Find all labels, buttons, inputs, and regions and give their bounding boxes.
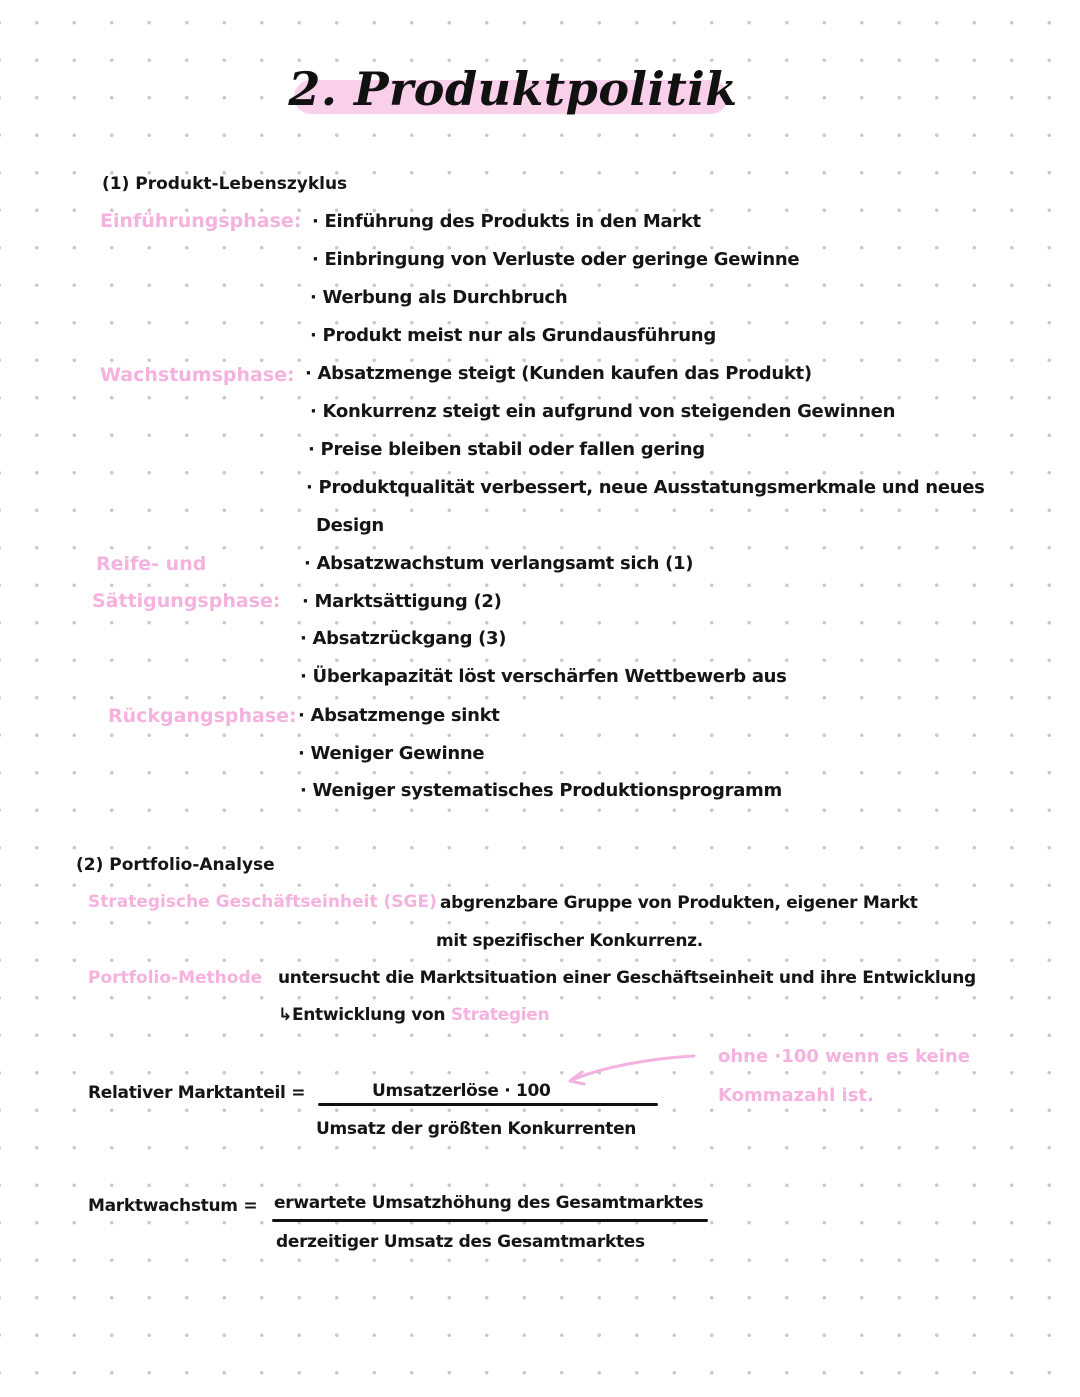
page-title: 2. Produktpolitik [288,62,738,116]
bullet-item: · Produktqualität verbessert, neue Ausstatungsmerkmale und neues [306,477,985,498]
fraction-line [318,1103,658,1106]
bullet-item: · Einbringung von Verluste oder geringe Gewinne [312,249,800,270]
phase-label-reife-line1: Reife- und [96,553,207,575]
bullet-item-continued: Design [316,515,384,536]
bullet-item: · Absatzwachstum verlangsamt sich (1) [304,553,694,574]
phase-label-rueckgang: Rückgangsphase: [108,705,297,727]
formula-label-marktwachstum: Marktwachstum = [88,1196,258,1216]
definition-sge-line1: abgrenzbare Gruppe von Produkten, eigener Markt [440,893,918,913]
formula-denominator-growth: derzeitiger Umsatz des Gesamtmarktes [276,1232,645,1252]
note-line2: Kommazahl ist. [718,1085,874,1106]
definition-portfolio-line1: untersucht die Marktsituation einer Geschäftseinheit und ihre Entwicklung [278,968,976,988]
bullet-item: · Produkt meist nur als Grundausführung [310,325,716,346]
bullet-item: · Weniger systematisches Produktionsprogramm [300,780,782,801]
phase-label-einfuehrung: Einführungsphase: [100,210,302,232]
bullet-item: · Absatzrückgang (3) [300,628,507,649]
section-heading-portfolio: (2) Portfolio-Analyse [76,855,275,875]
bullet-item: · Absatzmenge steigt (Kunden kaufen das Produkt) [305,363,812,384]
bullet-item: · Preise bleiben stabil oder fallen gering [308,439,705,460]
formula-numerator-growth: erwartete Umsatzhöhung des Gesamtmarktes [274,1193,704,1213]
definition-sge-line2: mit spezifischer Konkurrenz. [436,931,703,951]
highlight-strategien: Strategien [450,1005,550,1025]
bullet-item: · Einführung des Produkts in den Markt [312,211,701,232]
formula-denominator: Umsatz der größten Konkurrenten [316,1119,637,1139]
term-portfolio-methode: Portfolio-Methode [88,968,263,988]
section-heading-lebenszyklus: (1) Produkt-Lebenszyklus [102,174,348,194]
note-line1: ohne ·100 wenn es keine [718,1046,970,1067]
bullet-item: · Werbung als Durchbruch [310,287,568,308]
bullet-item: · Marktsättigung (2) [302,591,502,612]
bullet-item: · Überkapazität löst verschärfen Wettbewerb aus [300,666,787,687]
phase-label-wachstum: Wachstumsphase: [100,364,295,386]
bullet-item: · Weniger Gewinne [298,743,485,764]
bullet-item: · Konkurrenz steigt ein aufgrund von steigenden Gewinnen [310,401,896,422]
term-sge: Strategische Geschäftseinheit (SGE) [88,892,437,912]
fraction-line-growth [272,1219,708,1222]
arrow-icon [560,1048,700,1090]
title-block [288,58,738,138]
definition-portfolio-line2: ↳Entwicklung von Strategien [278,1005,550,1025]
formula-numerator: Umsatzerlöse · 100 [372,1081,551,1101]
bullet-item: · Absatzmenge sinkt [298,705,500,726]
phase-label-reife-line2: Sättigungsphase: [92,590,281,612]
formula-label-relativer-marktanteil: Relativer Marktanteil = [88,1083,306,1103]
